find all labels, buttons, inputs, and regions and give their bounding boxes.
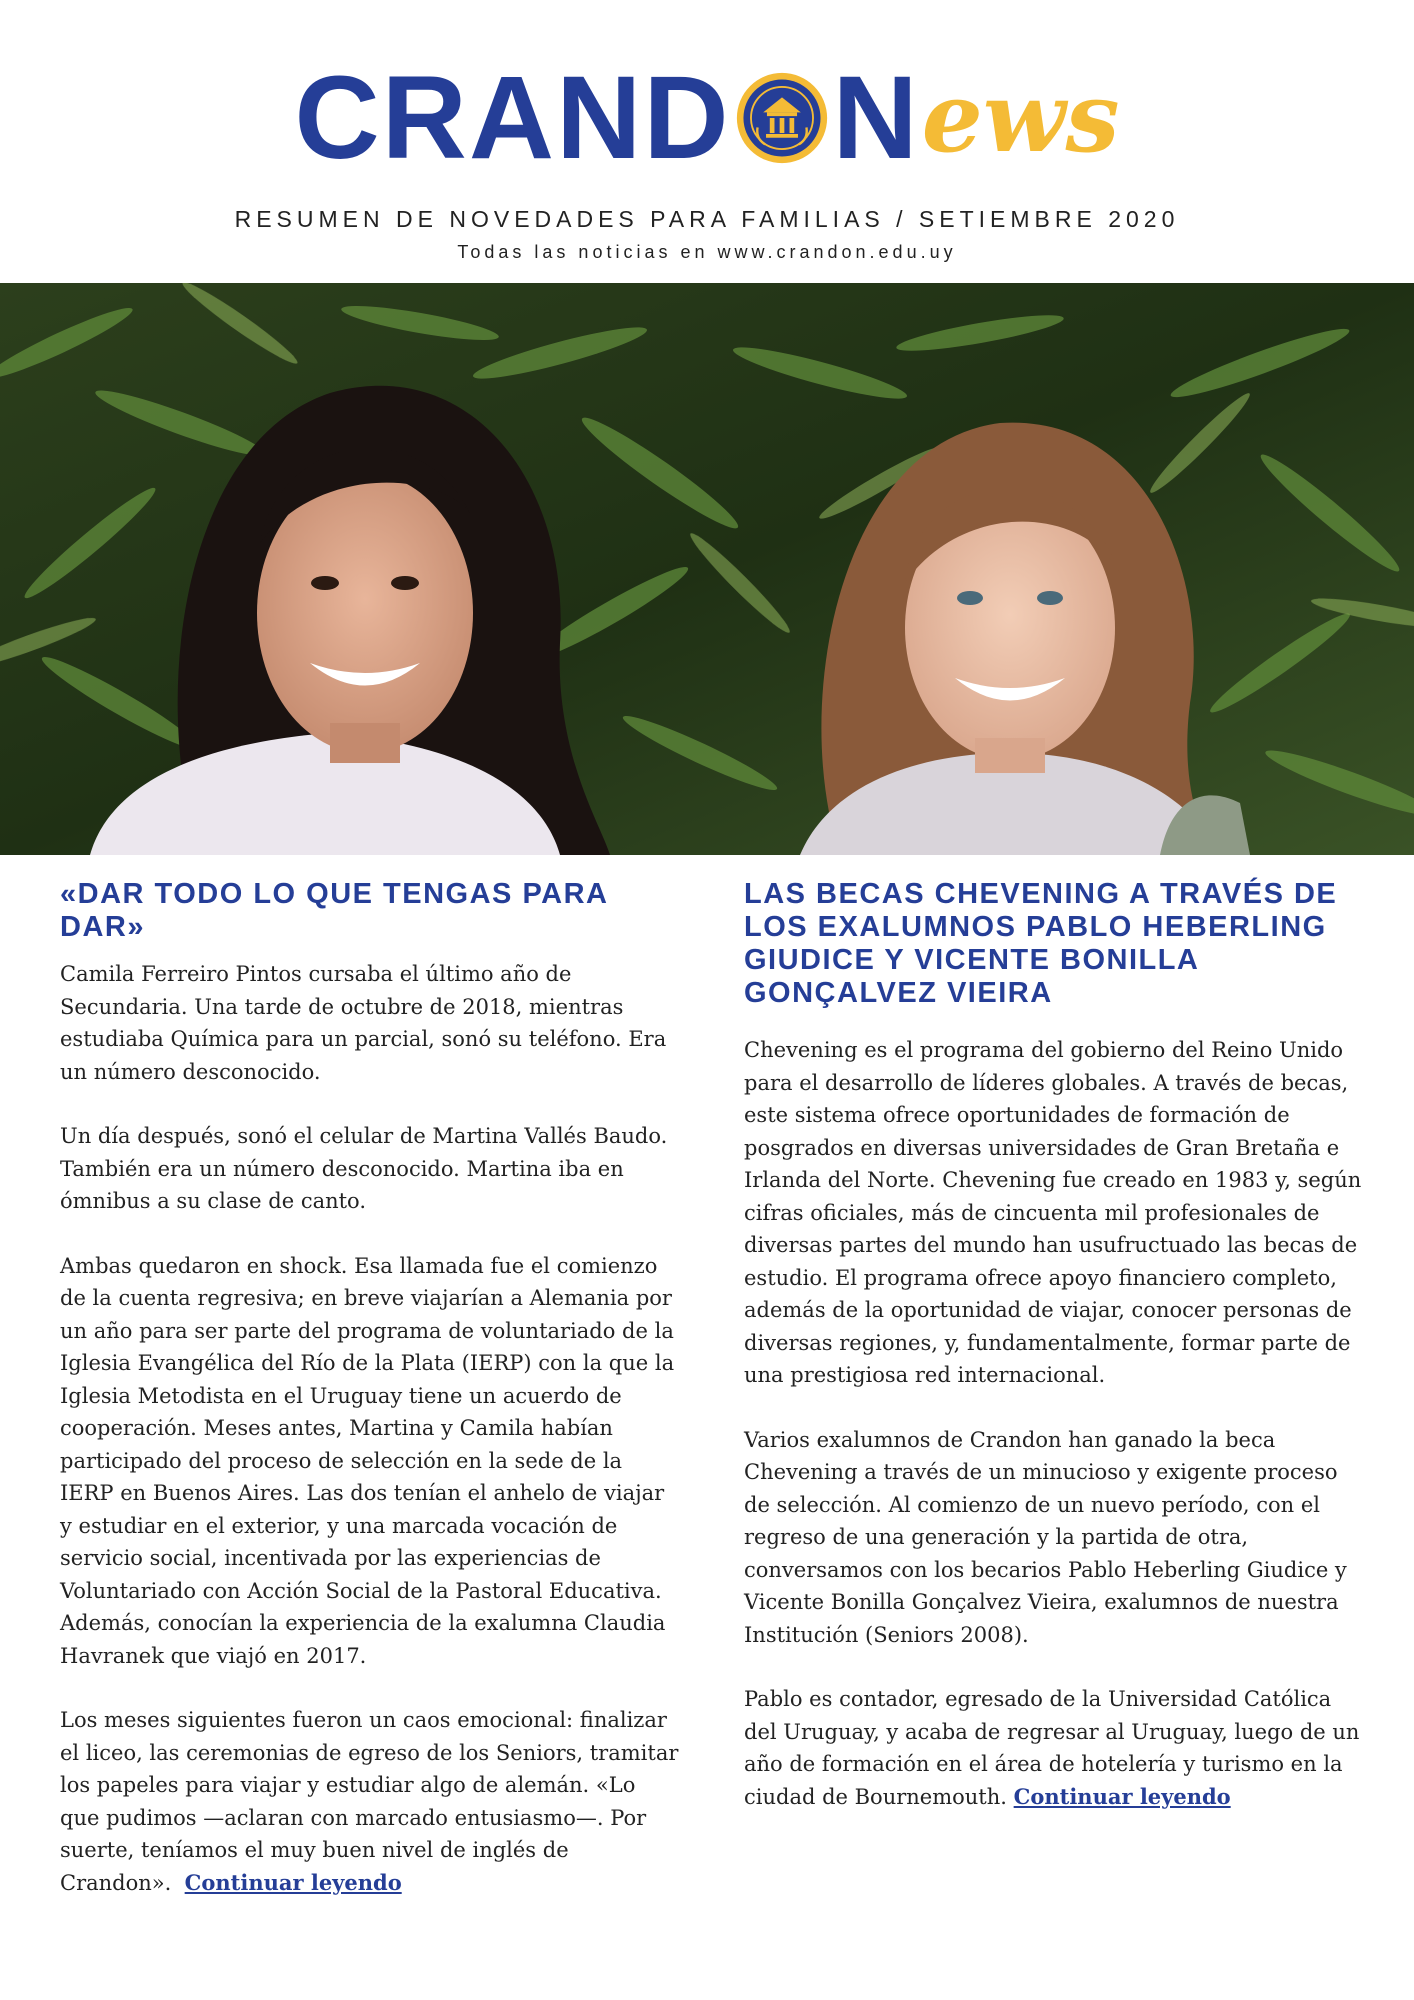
article-paragraph: Camila Ferreiro Pintos cursaba el último año de Secundaria. Una tarde de octubre de 2018, mientras estudiaba Química para un parcial, sonó su teléfono. Era un número desconocido. — [60, 962, 667, 1084]
continue-reading-link[interactable]: Continuar leyendo — [184, 1869, 402, 1895]
hero-photo-illustration — [0, 283, 1414, 855]
article-title: LAS BECAS CHEVENING A TRAVÉS DE LOS EXALUMNOS PABLO HEBERLING GIUDICE Y VICENTE BONILLA GONÇALVEZ VIEIRA — [744, 878, 1338, 1009]
article-paragraph: Un día después, sonó el celular de Martina Vallés Baudo. También era un número desconocido. Martina iba en ómnibus a su clase de canto. — [60, 1124, 668, 1213]
article-paragraph: Chevening es el programa del gobierno del Reino Unido para el desarrollo de líderes globales. A través de becas, este sistema ofrece oportunidades de formación de posgrados en diversas universidades de Gran Bretaña e Irlanda del Norte. Chevening fue creado en 1983 y, según cifras oficiales, más de cincuenta mil profesionales de diversas partes del mundo han usufructuado las becas de estudio. El programa ofrece apoyo financiero completo, además de la oportunidad de viajar, conocer personas de diversas regiones, y, fundamentalmente, formar parte de una prestigiosa red internacional. — [744, 1038, 1362, 1387]
article-paragraph-text: Pablo es contador, egresado de la Universidad Católica del Uruguay, y acaba de regresar al Uruguay, luego de un año de formación en el área de hotelería y turismo en la ciudad de Bournemouth. — [744, 1687, 1360, 1809]
crandon-news-logo — [294, 51, 1120, 184]
article-paragraph: Varios exalumnos de Crandon han ganado la beca Chevening a través de un minucioso y exigente proceso de selección. Al comienzo de un nuevo período, con el regreso de una generación y la partida de otra, conversamos con los becarios Pablo Heberling Giudice y Vicente Bonilla Gonçalvez Vieira, exalumnos de nuestra Institución (Seniors 2008). — [744, 1427, 1347, 1647]
logo-text-n: N — [832, 51, 920, 184]
hero-photo — [0, 283, 1414, 855]
logo-script-text: ews — [921, 60, 1120, 174]
article-dar-todo — [60, 878, 680, 1931]
article-paragraph-last — [744, 1683, 1364, 1813]
article-paragraph-last — [60, 1704, 680, 1899]
newsletter-tagline: Todas las noticias en www.crandon.edu.uy — [457, 242, 957, 262]
article-paragraph: Ambas quedaron en shock. Esa llamada fue el comienzo de la cuenta regresiva; en breve viajarían a Alemania por un año para ser parte del programa de voluntariado de la Iglesia Evangélica del Río de la Plata (IERP) con la que la Iglesia Metodista en el Uruguay tiene un acuerdo de cooperación. Meses antes, Martina y Camila habían participado del proceso de selección en la sede de la IERP en Buenos Aires. Las dos tenían el anhelo de viajar y estudiar en el exterior, y una marcada vocación de servicio social, incentivada por las experiencias de Voluntariado con Acción Social de la Pastoral Educativa. Además, conocían la experiencia de la exalumna Claudia Havranek que viajó en 2017. — [60, 1253, 675, 1668]
article-title: «DAR TODO LO QUE TENGAS PARA DAR» — [60, 878, 608, 943]
crandon-seal-icon — [735, 71, 829, 165]
article-body — [744, 1034, 1364, 1813]
logo-text-left: CRAND — [294, 51, 731, 184]
masthead — [0, 51, 1414, 184]
continue-reading-link[interactable]: Continuar leyendo — [1013, 1783, 1231, 1809]
article-body — [60, 958, 680, 1899]
article-paragraph-text: Los meses siguientes fueron un caos emocional: finalizar el liceo, las ceremonias de egreso de los Seniors, tramitar los papeles para viajar y estudiar algo de alemán. «Lo que pudimos —aclaran con marcado entusiasmo—. Por suerte, teníamos el muy buen nivel de inglés de Crandon». — [60, 1708, 679, 1895]
article-becas-chevening — [744, 878, 1364, 1845]
newsletter-subtitle: RESUMEN DE NOVEDADES PARA FAMILIAS / SETIEMBRE 2020 — [234, 206, 1180, 232]
